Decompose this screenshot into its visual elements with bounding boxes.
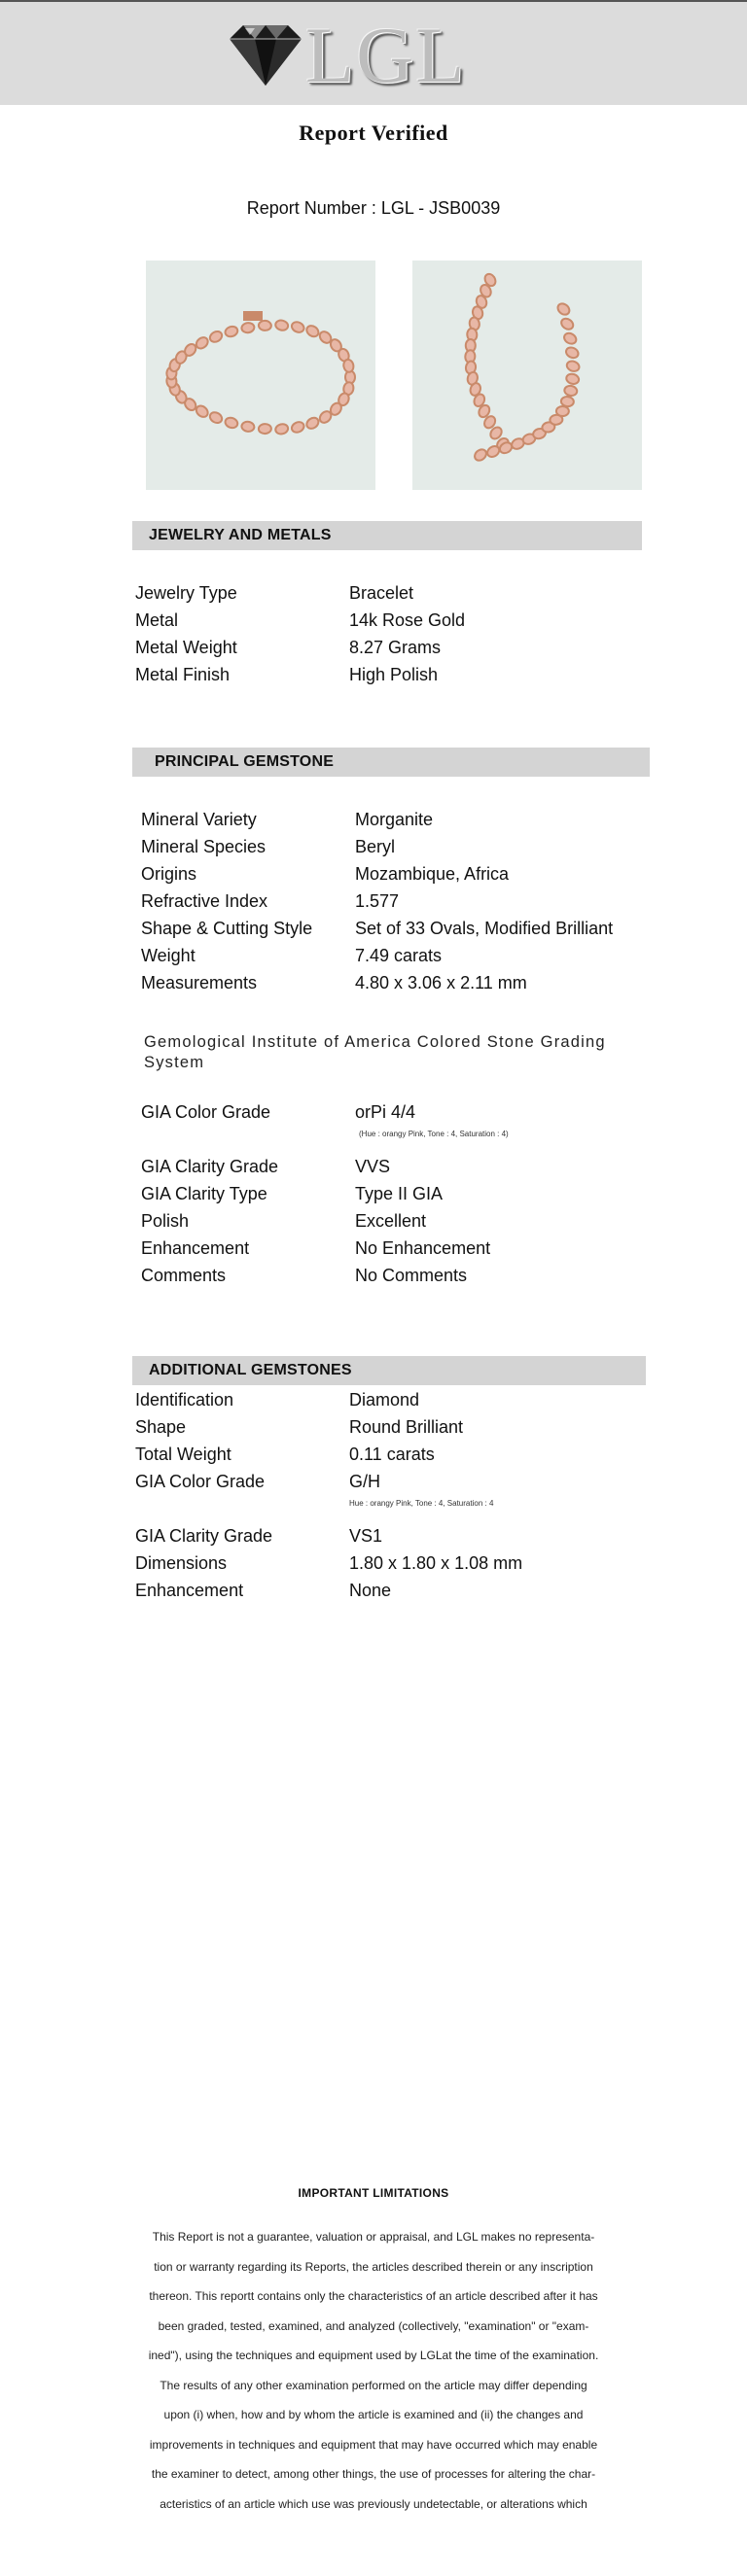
field-value: 8.27 Grams [349, 638, 442, 657]
field-label: GIA Color Grade [141, 1102, 271, 1122]
page-title: Report Verified [299, 121, 448, 145]
field-label: Dimensions [135, 1553, 228, 1573]
field-label: Measurements [141, 973, 258, 992]
field-value: Set of 33 Ovals, Modified Brilliant [355, 919, 614, 938]
field-label: GIA Clarity Grade [141, 1157, 279, 1176]
limitations-line: This Report is not a guarantee, valuation or appraisal, and LGL makes no representa- [152, 2230, 595, 2244]
field-value: 1.80 x 1.80 x 1.08 mm [349, 1553, 523, 1573]
field-value: Bracelet [349, 583, 414, 603]
limitations-title: IMPORTANT LIMITATIONS [298, 2186, 449, 2200]
field-value: No Enhancement [355, 1238, 491, 1258]
field-label: Weight [141, 946, 196, 965]
report-number: Report Number : LGL - JSB0039 [246, 198, 501, 218]
limitations-line: ined"), using the techniques and equipment used by LGLat the time of the examination. [148, 2349, 599, 2362]
field-value: Mozambique, Africa [355, 864, 510, 884]
section-jewelry-metals [132, 521, 642, 550]
logo-text: LGL [305, 11, 467, 99]
field-label: Identification [135, 1390, 234, 1410]
field-value: Beryl [355, 837, 396, 856]
color-grade-note: (Hue : orangy Pink, Tone : 4, Saturation : 4) [359, 1130, 509, 1138]
section-principal-gemstone [132, 748, 650, 777]
color-grade-note: Hue : orangy Pink, Tone : 4, Saturation : 4 [349, 1499, 494, 1508]
field-value: G/H [349, 1472, 381, 1491]
field-label: Shape & Cutting Style [141, 919, 313, 938]
limitations-line: tion or warranty regarding its Reports, the articles described therein or any inscription [154, 2259, 593, 2274]
field-value: 1.577 [355, 891, 400, 911]
field-value: 14k Rose Gold [349, 610, 466, 630]
field-label: Shape [135, 1417, 187, 1437]
field-label: Enhancement [135, 1581, 244, 1600]
field-label: Mineral Species [141, 837, 267, 856]
field-value: High Polish [349, 665, 439, 684]
limitations-line: upon (i) when, how and by whom the article is examined and (ii) the changes and [163, 2408, 584, 2421]
field-value: Excellent [355, 1211, 427, 1231]
section-heading: ADDITIONAL GEMSTONES [149, 1362, 352, 1378]
field-label: GIA Clarity Type [141, 1184, 267, 1203]
field-label: Refractive Index [141, 891, 268, 911]
field-label: Origins [141, 864, 197, 884]
field-label: Total Weight [135, 1445, 231, 1464]
field-value: 4.80 x 3.06 x 2.11 mm [355, 973, 527, 992]
field-label: Comments [141, 1266, 227, 1285]
field-value: 7.49 carats [355, 946, 443, 965]
field-value: 0.11 carats [349, 1445, 435, 1464]
section-additional-gemstones [132, 1356, 646, 1385]
field-label: Enhancement [141, 1238, 250, 1258]
limitations-body [101, 2222, 646, 2519]
field-label: Jewelry Type [135, 583, 237, 603]
limitations-line: The results of any other examination performed on the article may differ depending [160, 2378, 587, 2392]
field-label: Metal [135, 610, 179, 630]
site-header [0, 0, 747, 105]
limitations-line: acteristics of an article which use was previously undetectable, or alterations which [160, 2496, 587, 2511]
lgl-logo[interactable] [226, 12, 466, 99]
field-label: Polish [141, 1211, 190, 1231]
limitations-line: the examiner to detect, among other things, the use of processes for altering the char- [151, 2467, 596, 2481]
limitations-line: been graded, tested, examined, and analyzed (collectively, "examination" or "exam- [158, 2318, 589, 2333]
field-value: VS1 [349, 1526, 383, 1546]
gia-grading-heading: Gemological Institute of America Colored Stone Grading System [144, 1033, 606, 1071]
field-value: None [349, 1581, 392, 1600]
field-label: Metal Weight [135, 638, 237, 657]
field-value: Morganite [355, 810, 434, 829]
bracelet-photo-curved [412, 261, 642, 490]
section-heading: JEWELRY AND METALS [149, 527, 332, 543]
field-value: orPi 4/4 [355, 1102, 416, 1122]
field-label: Mineral Variety [141, 810, 257, 829]
section-heading: PRINCIPAL GEMSTONE [155, 753, 335, 770]
diamond-logo-icon [226, 21, 305, 89]
limitations-line: improvements in techniques and equipment that may have occurred which may enable [149, 2437, 598, 2452]
field-label: GIA Clarity Grade [135, 1526, 273, 1546]
limitations-line: thereon. This reportt contains only the characteristics of an article described after it has [149, 2289, 598, 2303]
field-value: No Comments [355, 1266, 468, 1285]
field-value: Diamond [349, 1390, 420, 1410]
field-value: VVS [355, 1157, 391, 1176]
field-value: Round Brilliant [349, 1417, 464, 1437]
bracelet-photo-flat [146, 261, 375, 490]
field-value: Type II GIA [355, 1184, 444, 1203]
field-label: GIA Color Grade [135, 1472, 266, 1491]
field-label: Metal Finish [135, 665, 231, 684]
